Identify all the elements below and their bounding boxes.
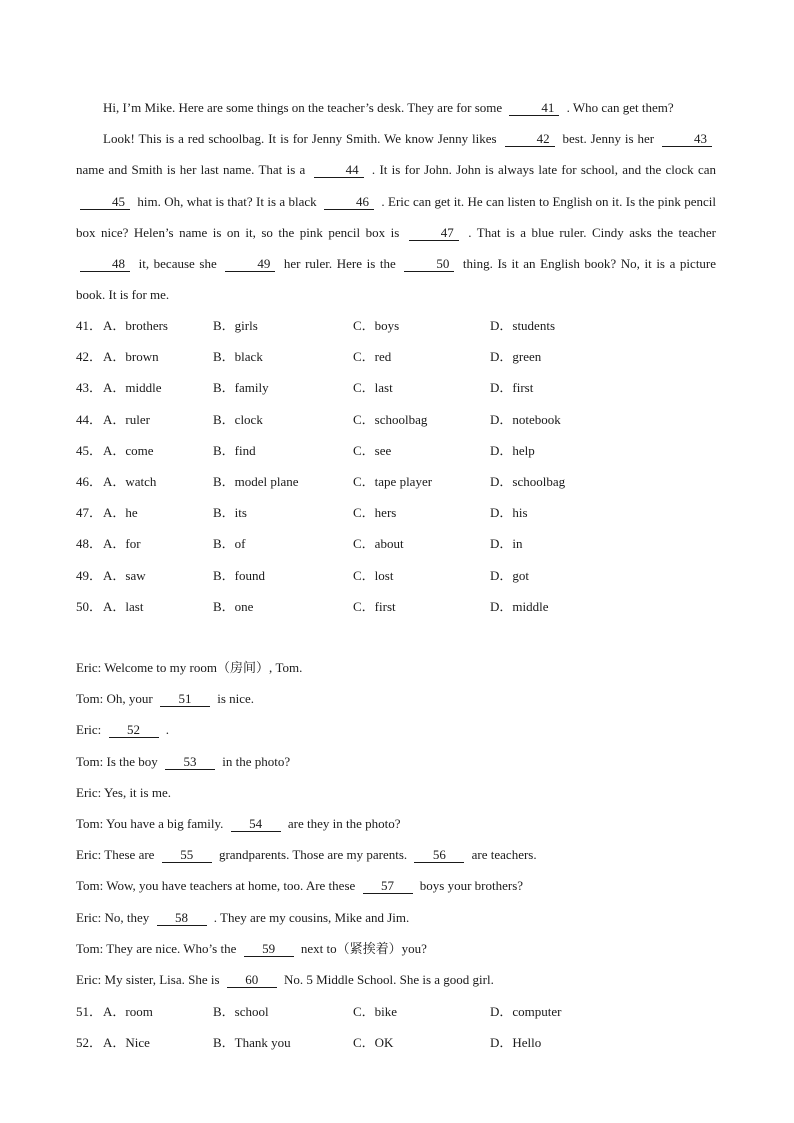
dialogue-line (76, 870, 716, 901)
text-segment: . Who can get them? (566, 100, 674, 115)
text-segment: name and Smith is her last name. That is a (76, 162, 306, 178)
option-c[interactable]: C．schoolbag (353, 411, 428, 427)
answer-blank-55[interactable]: 55 (162, 847, 212, 863)
option-d[interactable]: D．middle (490, 598, 549, 614)
question-row (76, 310, 716, 341)
question-row (76, 591, 716, 622)
answer-blank-53[interactable]: 53 (165, 754, 215, 770)
dialogue-line (76, 933, 716, 964)
question-row (76, 497, 716, 528)
text-segment: . They are my cousins, Mike and Jim. (213, 909, 410, 925)
option-b[interactable]: B．its (213, 505, 247, 521)
question-row (76, 435, 716, 466)
option-c[interactable]: C．red (353, 349, 392, 365)
option-a[interactable]: A．come (103, 442, 154, 458)
answer-blank-48[interactable]: 48 (80, 256, 130, 272)
answer-blank-45[interactable]: 45 (80, 194, 130, 210)
text-segment: No. 5 Middle School. She is a good girl. (284, 971, 494, 987)
text-segment: Eric: Yes, it is me. (76, 784, 171, 800)
option-c[interactable]: C．hers (353, 505, 397, 521)
option-d[interactable]: D．first (490, 380, 534, 396)
text-segment: are teachers. (471, 847, 537, 863)
option-d[interactable]: D．in (490, 536, 523, 552)
option-c[interactable]: C．OK (353, 1035, 394, 1051)
dialogue-passage (76, 652, 716, 995)
option-d[interactable]: D．help (490, 442, 535, 458)
question-row (76, 528, 716, 559)
option-a[interactable]: A．Nice (103, 1035, 150, 1051)
question-number: 50． (76, 598, 103, 614)
passage-paragraph (76, 123, 716, 310)
option-b[interactable]: B．of (213, 536, 246, 552)
option-c[interactable]: C．see (353, 442, 392, 458)
dialogue-line (76, 902, 716, 933)
answer-blank-49[interactable]: 49 (225, 256, 275, 272)
question-row (76, 341, 716, 372)
option-a[interactable]: A．brown (103, 349, 159, 365)
text-segment: Hi, I’m Mike. Here are some things on the teacher’s desk. They are for some (103, 100, 503, 115)
option-a[interactable]: A．brothers (103, 318, 168, 333)
option-d[interactable]: D．notebook (490, 411, 561, 427)
option-c[interactable]: C．first (353, 598, 396, 614)
option-a[interactable]: A．saw (103, 567, 146, 583)
question-number: 41． (76, 318, 103, 333)
option-d[interactable]: D．Hello (490, 1035, 542, 1051)
answer-blank-42[interactable]: 42 (505, 131, 555, 147)
option-b[interactable]: B．family (213, 380, 269, 396)
text-segment: Eric: My sister, Lisa. She is (76, 971, 220, 987)
dialogue-line (76, 683, 716, 714)
text-segment: Tom: Wow, you have teachers at home, too. Are these (76, 878, 356, 894)
text-segment: . Eric can get it. He can listen to English on it. Is the pink pencil box nice? Helen’s name is on it, so the pink pencil box is (76, 193, 717, 240)
answer-blank-41[interactable]: 41 (509, 100, 559, 116)
text-segment: . (165, 722, 170, 738)
option-d[interactable]: D．students (490, 318, 556, 333)
text-segment: grandparents. Those are my parents. (218, 847, 408, 863)
text-segment: best. Jenny is her (562, 131, 655, 147)
dialogue-line (76, 808, 716, 839)
question-row (76, 996, 716, 1027)
option-b[interactable]: B．Thank you (213, 1035, 291, 1051)
option-d[interactable]: D．schoolbag (490, 473, 566, 489)
text-segment: are they in the photo? (287, 815, 401, 831)
option-a[interactable]: A．watch (103, 473, 157, 489)
option-c[interactable]: C．about (353, 536, 404, 552)
text-segment: Tom: Is the boy (76, 753, 158, 769)
option-b[interactable]: B．found (213, 567, 266, 583)
text-segment: Eric: No, they (76, 909, 150, 925)
question-row (76, 560, 716, 591)
option-c[interactable]: C．bike (353, 1004, 398, 1019)
question-row (76, 372, 716, 403)
text-segment: her ruler. Here is the (283, 256, 396, 272)
text-segment: Eric: Welcome to my room（房间）, Tom. (76, 660, 303, 675)
option-b[interactable]: B．girls (213, 318, 258, 333)
dialogue-line (76, 652, 716, 683)
text-segment: . It is for John. John is always late for school, and the clock can (371, 162, 717, 178)
option-b[interactable]: B．school (213, 1004, 269, 1019)
dialogue-line (76, 746, 716, 777)
answer-blank-56[interactable]: 56 (414, 847, 464, 863)
option-b[interactable]: B．black (213, 349, 263, 365)
question-row (76, 1027, 716, 1058)
option-b[interactable]: B．model plane (213, 473, 299, 489)
text-segment: Tom: You have a big family. (76, 815, 224, 831)
answer-blank-44[interactable]: 44 (314, 162, 364, 178)
text-segment: Eric: These are (76, 847, 155, 863)
text-segment: thing. Is it an English book? No, it is a picture book. It is for me. (76, 256, 717, 303)
option-a[interactable]: A．last (103, 598, 144, 614)
dialogue-line (76, 777, 716, 808)
text-segment: Tom: They are nice. Who’s the (76, 940, 237, 956)
question-number: 43． (76, 380, 103, 396)
option-d[interactable]: D．his (490, 505, 528, 521)
option-a[interactable]: A．middle (103, 380, 162, 396)
option-b[interactable]: B．find (213, 442, 256, 458)
option-c[interactable]: C．boys (353, 318, 400, 333)
text-segment: boys your brothers? (419, 878, 524, 894)
text-segment: Look! This is a red schoolbag. It is for Jenny Smith. We know Jenny likes (103, 131, 497, 147)
option-a[interactable]: A．he (103, 505, 138, 521)
dialogue-line (76, 714, 716, 745)
option-d[interactable]: D．got (490, 567, 530, 583)
dialogue-line (76, 839, 716, 870)
text-segment: next to（紧挨着）you? (300, 940, 427, 956)
answer-blank-43[interactable]: 43 (662, 131, 712, 147)
cloze-options-41-50 (76, 310, 716, 622)
question-number: 46． (76, 473, 103, 489)
answer-blank-47[interactable]: 47 (409, 225, 459, 241)
question-number: 48． (76, 536, 103, 552)
option-c[interactable]: C．lost (353, 567, 394, 583)
question-number: 51． (76, 1004, 103, 1019)
option-c[interactable]: C．last (353, 380, 393, 396)
question-row (76, 466, 716, 497)
answer-blank-57[interactable]: 57 (363, 878, 413, 894)
option-d[interactable]: D．computer (490, 1004, 562, 1019)
option-c[interactable]: C．tape player (353, 473, 433, 489)
option-d[interactable]: D．green (490, 349, 542, 365)
question-number: 49． (76, 567, 103, 583)
text-segment: Eric: (76, 722, 102, 738)
answer-blank-50[interactable]: 50 (404, 256, 454, 272)
dialogue-options-51-52 (76, 996, 716, 1058)
text-segment: in the photo? (222, 753, 291, 769)
cloze-passage (76, 92, 716, 310)
question-number: 45． (76, 442, 103, 458)
answer-blank-54[interactable]: 54 (231, 816, 281, 832)
answer-blank-46[interactable]: 46 (324, 194, 374, 210)
option-b[interactable]: B．clock (213, 411, 263, 427)
option-a[interactable]: A．room (103, 1004, 153, 1019)
option-a[interactable]: A．ruler (103, 411, 150, 427)
text-segment: Tom: Oh, your (76, 691, 153, 707)
answer-blank-52[interactable]: 52 (109, 722, 159, 738)
question-number: 42． (76, 349, 103, 365)
text-segment: it, because she (138, 256, 217, 272)
answer-blank-59[interactable]: 59 (244, 941, 294, 957)
question-number: 44． (76, 411, 103, 427)
question-number: 52． (76, 1035, 103, 1051)
question-row (76, 404, 716, 435)
text-segment: him. Oh, what is that? It is a black (137, 193, 317, 209)
question-number: 47． (76, 505, 103, 521)
answer-blank-58[interactable]: 58 (157, 910, 207, 926)
dialogue-line (76, 964, 716, 995)
option-b[interactable]: B．one (213, 598, 254, 614)
text-segment: . That is a blue ruler. Cindy asks the teacher (468, 224, 717, 240)
text-segment: is nice. (217, 691, 255, 707)
passage-paragraph (76, 92, 716, 123)
option-a[interactable]: A．for (103, 536, 141, 552)
answer-blank-51[interactable]: 51 (160, 691, 210, 707)
answer-blank-60[interactable]: 60 (227, 972, 277, 988)
